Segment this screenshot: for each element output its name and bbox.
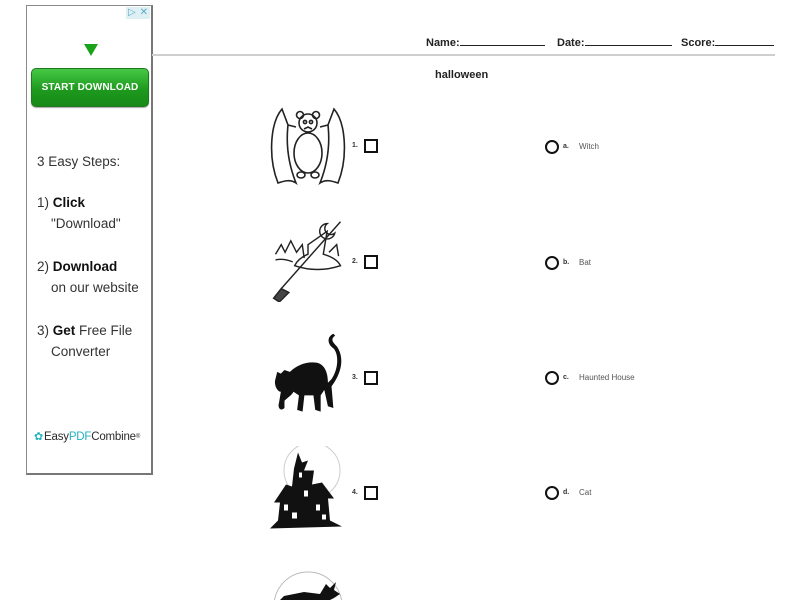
step-detail: on our website	[51, 280, 139, 295]
question-number: 1.	[352, 142, 358, 149]
name-field	[426, 35, 545, 49]
play-icon[interactable]: ▷	[127, 7, 136, 18]
step-action-rest: Free File	[75, 323, 133, 338]
worksheet-title: halloween	[435, 69, 489, 81]
option-letter: a.	[563, 143, 569, 150]
witch-moon-picture	[268, 566, 348, 600]
haunted-house-picture	[268, 446, 348, 532]
advertisement-panel[interactable]	[26, 5, 153, 475]
option-text: Cat	[579, 488, 592, 497]
step-action: Download	[52, 259, 118, 274]
option-letter: d.	[563, 489, 570, 496]
step-detail: Converter	[51, 344, 111, 359]
arrow-down-icon	[84, 44, 98, 56]
option-radio-c[interactable]	[545, 371, 559, 385]
step-number: 1)	[37, 195, 50, 210]
ad-steps	[37, 151, 139, 384]
logo-text-combine: Combine	[91, 430, 136, 443]
header-divider	[152, 54, 775, 56]
logo-trademark: ®	[135, 433, 141, 440]
bat-picture	[268, 103, 348, 189]
score-blank	[715, 35, 774, 46]
score-field	[681, 35, 774, 49]
option-radio-b[interactable]	[545, 256, 559, 270]
steps-heading: 3 Easy Steps:	[37, 154, 121, 169]
question-number: 4.	[352, 489, 358, 496]
option-letter: c.	[563, 374, 569, 381]
question-number: 2.	[352, 258, 358, 265]
question-number: 3.	[352, 374, 358, 381]
step-2	[37, 256, 139, 298]
leaf-icon: ✿	[34, 431, 44, 443]
option-radio-d[interactable]	[545, 486, 559, 500]
cat-picture	[268, 332, 348, 418]
start-download-button[interactable]: START DOWNLOAD	[31, 68, 149, 107]
answer-box-2[interactable]	[364, 255, 378, 269]
ad-choices[interactable]	[126, 7, 150, 19]
step-action: Get	[52, 323, 76, 338]
option-letter: b.	[563, 259, 570, 266]
option-radio-a[interactable]	[545, 140, 559, 154]
easypdfcombine-logo[interactable]	[34, 430, 140, 443]
name-label: Name:	[426, 37, 460, 49]
logo-text-pdf: PDF	[68, 430, 92, 443]
date-blank	[585, 35, 672, 46]
score-label: Score:	[681, 37, 716, 49]
option-text: Witch	[579, 142, 599, 151]
date-field	[557, 35, 672, 49]
logo-text-easy: Easy	[44, 430, 69, 443]
option-text: Haunted House	[579, 373, 635, 382]
witch-hat-broom-picture	[268, 216, 348, 302]
step-action: Click	[52, 195, 86, 210]
answer-box-3[interactable]	[364, 371, 378, 385]
answer-box-1[interactable]	[364, 139, 378, 153]
answer-box-4[interactable]	[364, 486, 378, 500]
step-number: 2)	[37, 259, 50, 274]
step-number: 3)	[37, 323, 50, 338]
option-text: Bat	[579, 258, 592, 267]
step-detail: "Download"	[51, 216, 121, 231]
step-1	[37, 192, 139, 234]
step-3	[37, 320, 139, 362]
date-label: Date:	[557, 37, 585, 49]
close-icon[interactable]: ✕	[139, 7, 149, 18]
name-blank	[460, 35, 545, 46]
